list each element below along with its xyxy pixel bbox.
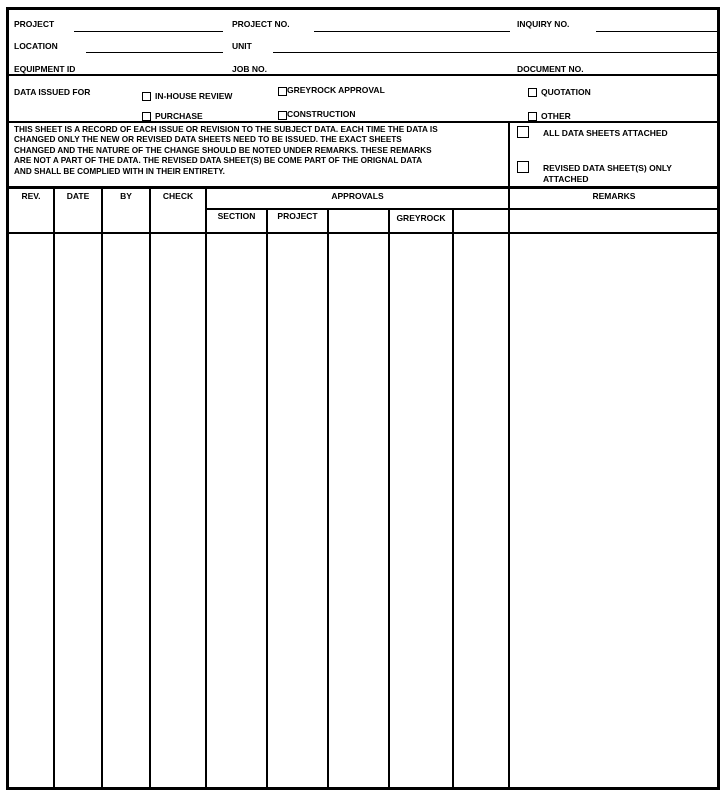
other-label: OTHER [541,111,571,121]
inquiry-no-label: INQUIRY NO. [517,19,570,29]
col-line-by-check [149,189,151,789]
approvals-subheader-line [205,208,720,210]
col-line-date-by [101,189,103,789]
col-line-approvals-remarks [508,189,510,789]
col-line-greyrock-blank [452,209,454,789]
col-line-section-project [266,209,268,789]
col-line-rev-date [53,189,55,789]
equipment-id-label: EQUIPMENT ID [14,64,76,74]
rev-header: REV. [21,191,41,201]
by-header: BY [120,191,132,201]
unit-field[interactable] [273,52,718,53]
table-header-bottom-line [6,232,720,234]
job-no-label: JOB NO. [232,64,267,74]
greyrock-approval-label: GREYROCK APPROVAL [287,85,385,95]
approvals-header: APPROVALS [331,191,384,201]
notice-divider [508,123,510,187]
project-header: PROJECT [277,211,318,221]
purchase-label: PURCHASE [155,111,203,121]
notice-bottom-divider [6,186,720,189]
section-header: SECTION [217,211,256,221]
header-divider [6,74,720,76]
other-checkbox[interactable] [528,112,537,121]
data-issued-for-label: DATA ISSUED FOR [14,87,91,97]
construction-checkbox[interactable] [278,111,287,120]
issued-divider [6,121,720,123]
all-data-sheets-attached-label: ALL DATA SHEETS ATTACHED [543,128,668,138]
document-no-label: DOCUMENT NO. [517,64,584,74]
col-line-blank-greyrock [388,209,390,789]
inquiry-no-field[interactable] [596,31,718,32]
construction-label: CONSTRUCTION [287,109,356,119]
location-field[interactable] [86,52,223,53]
greyrock-header: GREYROCK [396,213,446,223]
all-data-sheets-attached-checkbox[interactable] [517,126,529,138]
revised-sheets-only-label: REVISED DATA SHEET(S) ONLY [543,163,672,173]
in-house-review-checkbox[interactable] [142,92,151,101]
check-header: CHECK [162,191,194,201]
notice-text: THIS SHEET IS A RECORD OF EACH ISSUE OR REVISION TO THE SUBJECT DATA. EACH TIME THE DATA IS CHANGED ONLY THE NEW OR REVISED DATA SHEETS NEED TO BE ISSUED. THE EXACT SHEETS CHANGED AND THE NATURE OF THE CHANGE SHOULD BE NOTED UNDER REMARKS. THESE REMARKS ARE NOT A PART OF THE DATA. THE REVISED DATA SHEET(S) BE COME PART OF THE ORIGNAL DATA AND SHALL BE COMPLIED WITH IN THEIR ENTIRETY. [14,125,438,176]
project-label: PROJECT [14,19,55,29]
project-no-field[interactable] [314,31,510,32]
revised-sheets-attached-label: ATTACHED [543,174,589,184]
quotation-checkbox[interactable] [528,88,537,97]
col-line-project-blank [327,209,329,789]
revised-sheets-only-checkbox[interactable] [517,161,529,173]
col-line-check-approvals [205,189,207,789]
project-no-label: PROJECT NO. [232,19,290,29]
greyrock-approval-checkbox[interactable] [278,87,287,96]
in-house-review-label: IN-HOUSE REVIEW [155,91,233,101]
project-field[interactable] [74,31,223,32]
purchase-checkbox[interactable] [142,112,151,121]
unit-label: UNIT [232,41,252,51]
date-header: DATE [66,191,90,201]
quotation-label: QUOTATION [541,87,591,97]
location-label: LOCATION [14,41,58,51]
remarks-header: REMARKS [592,191,636,201]
